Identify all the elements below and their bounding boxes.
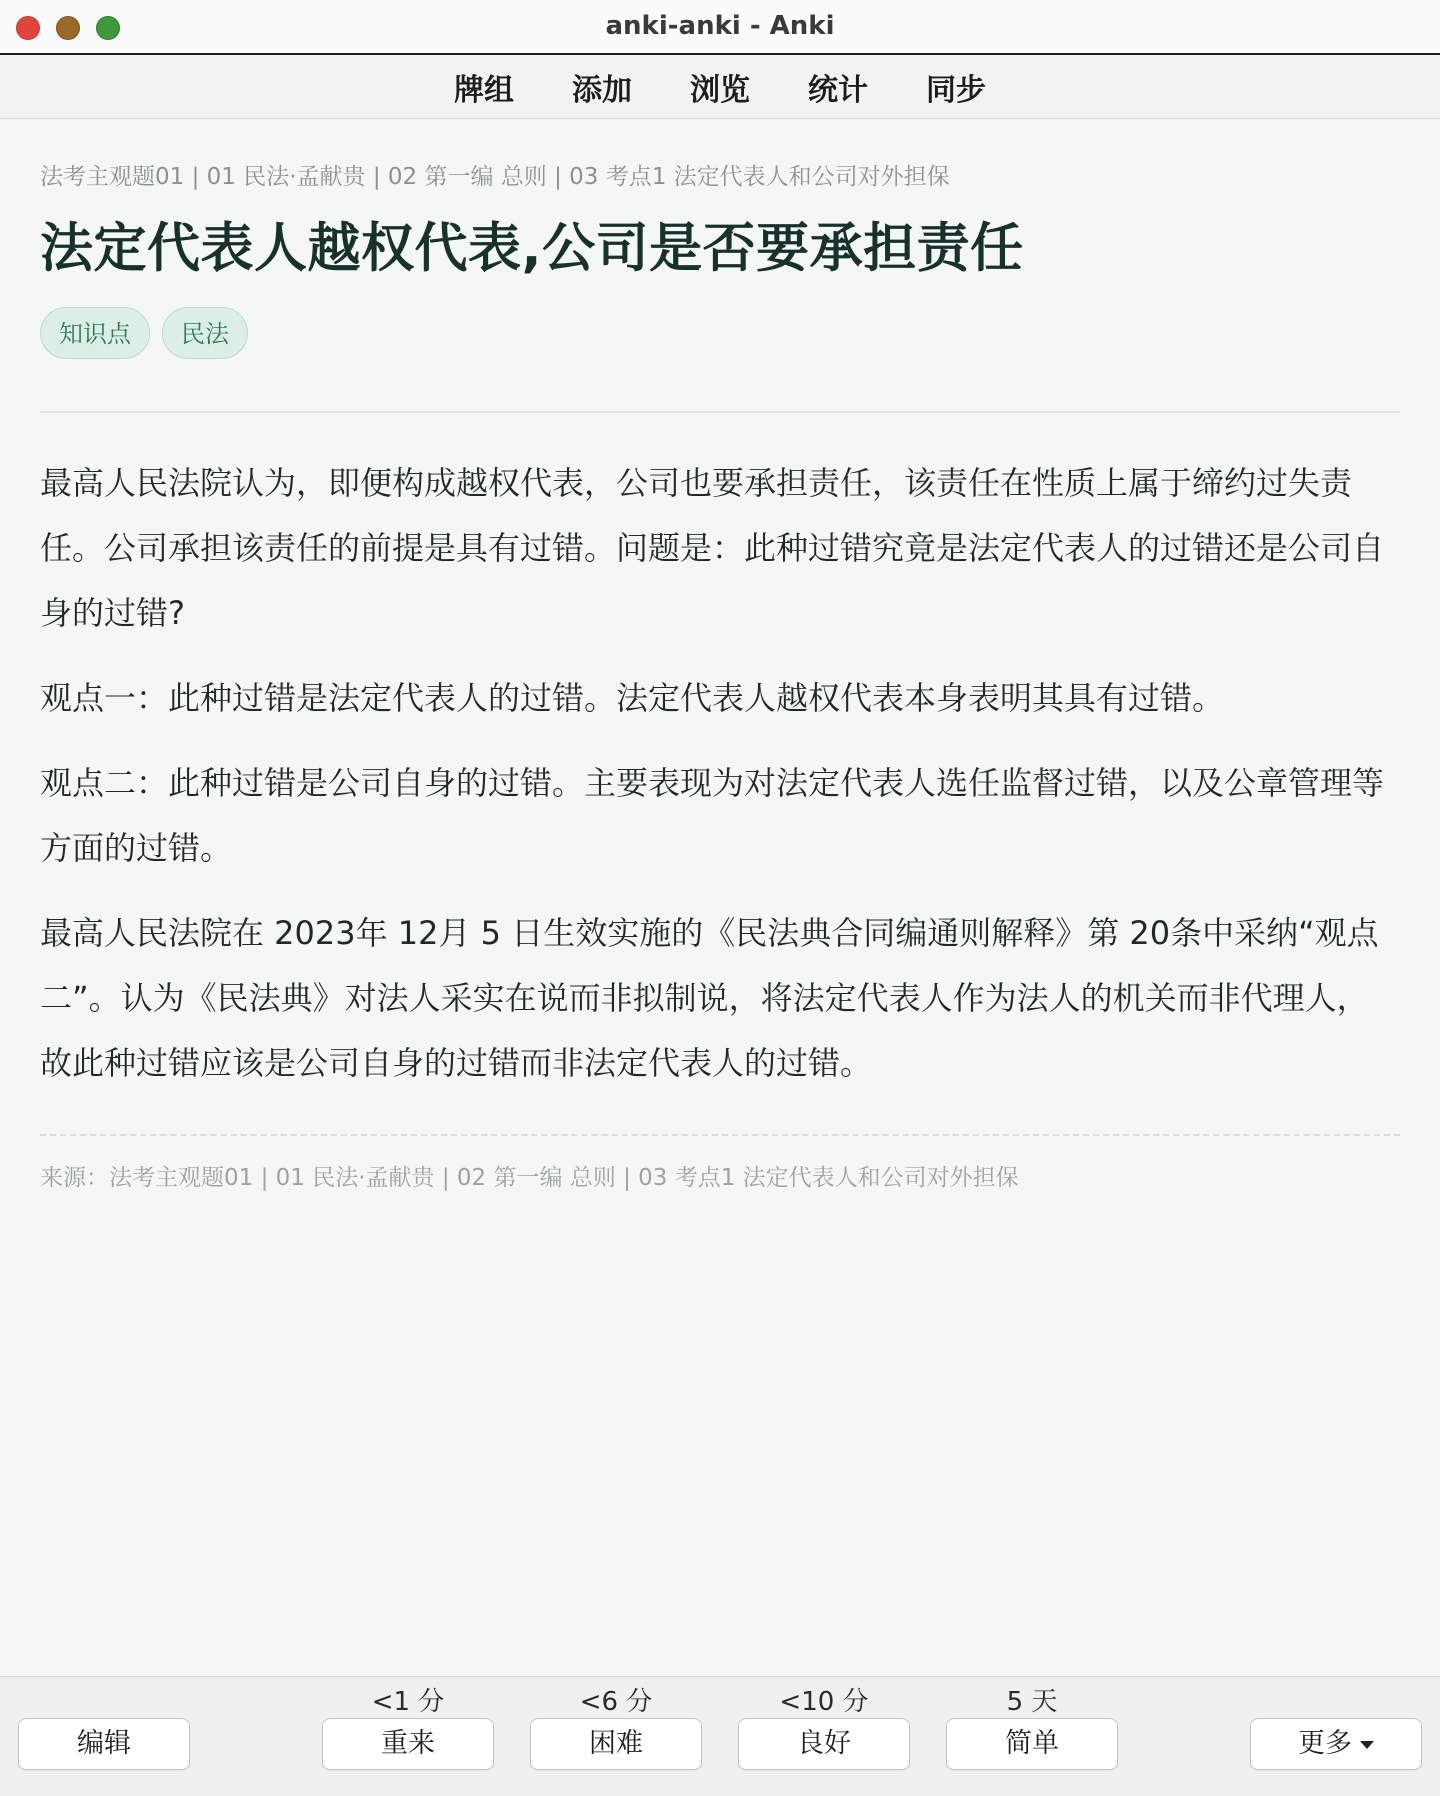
easy-interval: 5 天 (1006, 1687, 1058, 1717)
toolbar-add[interactable]: 添加 (572, 72, 632, 108)
tag-badge: 知识点 (40, 307, 150, 359)
toolbar-browse[interactable]: 浏览 (690, 72, 750, 108)
source-line: 来源：法考主观题01 | 01 民法·孟献贵 | 02 第一编 总则 | 03 考点1 法定代表人和公司对外担保 (40, 1165, 1019, 1191)
tag-list (40, 307, 1400, 359)
toolbar-decks[interactable]: 牌组 (454, 72, 514, 108)
divider (40, 411, 1400, 413)
title-bar (0, 0, 1440, 55)
main-toolbar (0, 55, 1440, 119)
toolbar-stats[interactable]: 统计 (808, 72, 868, 108)
good-button[interactable]: 良好 (738, 1718, 910, 1770)
body-paragraph: 观点二：此种过错是公司自身的过错。主要表现为对法定代表人选任监督过错，以及公章管理等方面的过错。 (40, 764, 1385, 867)
more-label: 更多 (1298, 1728, 1352, 1759)
window-title: anki-anki - Anki (605, 11, 835, 41)
hard-button[interactable]: 困难 (530, 1718, 702, 1770)
hard-interval: <6 分 (579, 1687, 653, 1717)
chevron-down-icon (1360, 1741, 1374, 1749)
deck-breadcrumb: 法考主观题01 | 01 民法·孟献贵 | 02 第一编 总则 | 03 考点1 法定代表人和公司对外担保 (40, 164, 950, 190)
good-interval: <10 分 (779, 1687, 869, 1717)
again-button[interactable]: 重来 (322, 1718, 494, 1770)
body-paragraph: 观点一：此种过错是法定代表人的过错。法定代表人越权代表本身表明其具有过错。 (40, 679, 1225, 717)
card-content (40, 119, 1400, 1194)
body-paragraph: 最高人民法院认为，即便构成越权代表，公司也要承担责任，该责任在性质上属于缔约过失责任。公司承担该责任的前提是具有过错。问题是：此种过错究竟是法定代表人的过错还是公司自身的过错? (40, 464, 1385, 632)
tag-badge: 民法 (162, 307, 248, 359)
edit-button[interactable]: 编辑 (18, 1718, 190, 1770)
card-title: 法定代表人越权代表,公司是否要承担责任 (40, 218, 1024, 279)
card-body (40, 451, 1400, 1096)
more-button[interactable] (1250, 1718, 1422, 1770)
easy-button[interactable]: 简单 (946, 1718, 1118, 1770)
again-interval: <1 分 (371, 1687, 445, 1717)
toolbar-sync[interactable]: 同步 (926, 72, 986, 108)
dashed-divider (40, 1134, 1400, 1136)
answer-bar (0, 1676, 1440, 1796)
body-paragraph: 最高人民法院在 2023年 12月 5 日生效实施的《民法典合同编通则解释》第 20条中采纳“观点二”。认为《民法典》对法人采实在说而非拟制说，将法定代表人作为法人的机关而非代理人，故此种过错应该是公司自身的过错而非法定代表人的过错。 (40, 914, 1379, 1082)
